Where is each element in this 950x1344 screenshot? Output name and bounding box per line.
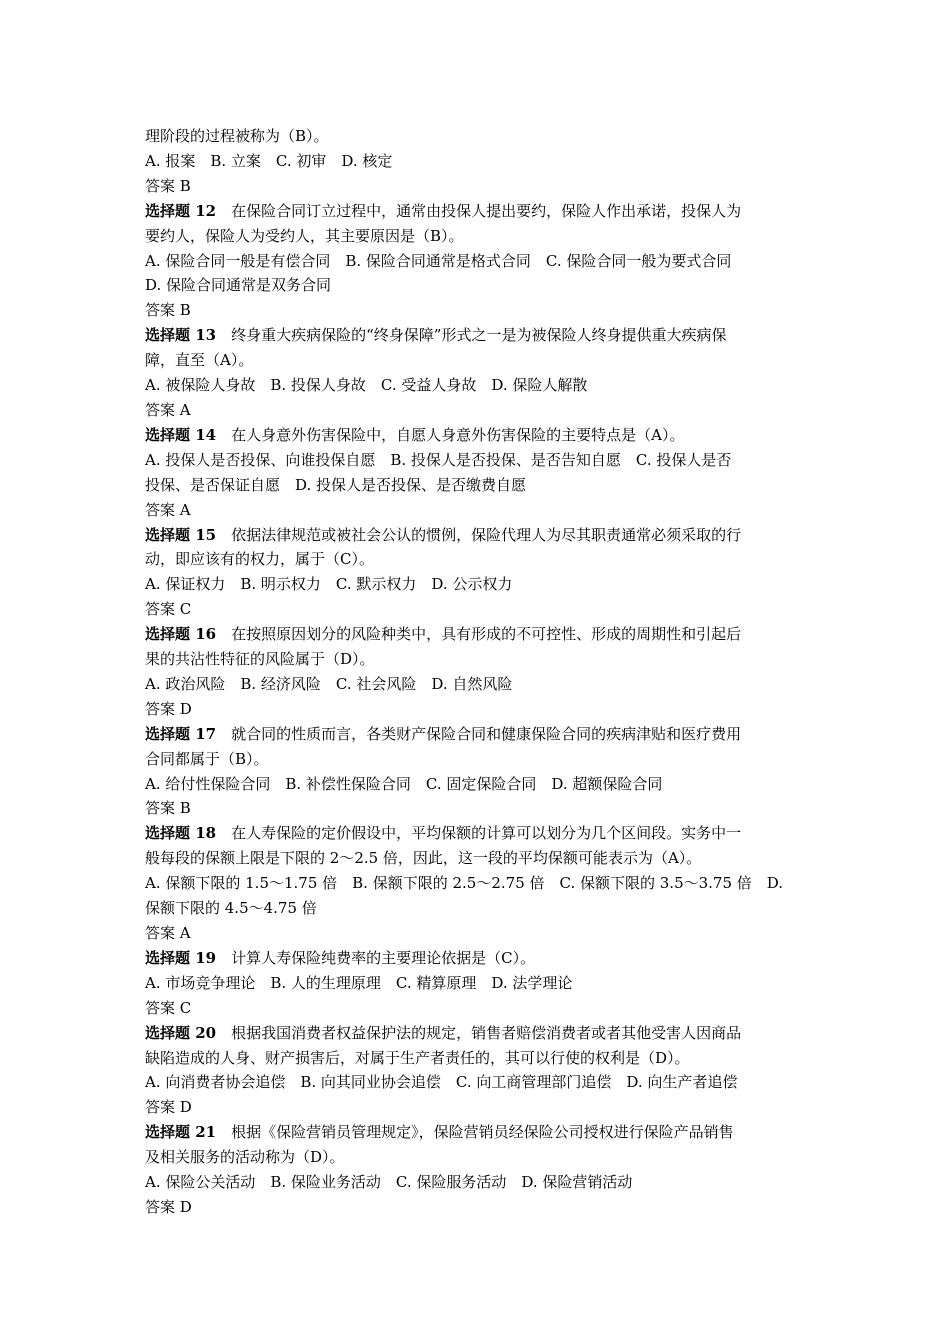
text-line: 答案 B: [145, 301, 191, 320]
text-line: 障，直至（A）。: [145, 351, 254, 370]
text-line: 答案 D: [145, 1197, 192, 1216]
text-line: A. 被保险人身故 B. 投保人身故 C. 受益人身故 D. 保险人解散: [145, 376, 588, 395]
text-line: 答案 A: [145, 500, 191, 519]
question-number: 选择题 21: [145, 1123, 217, 1142]
question-number: 选择题 17: [145, 724, 217, 743]
text-line: 答案 B: [145, 176, 191, 195]
question-text: 依据法律规范或被社会公认的惯例，保险代理人为尽其职责通常必须采取的行: [216, 525, 742, 544]
text-line: 合同都属于（B）。: [145, 749, 269, 768]
document-page: [145, 124, 809, 1220]
question-line: [145, 523, 809, 548]
question-text: 在人寿保险的定价假设中，平均保额的计算可以划分为几个区间段。实务中一: [216, 824, 742, 843]
text-line: A. 保险合同一般是有偿合同 B. 保险合同通常是格式合同 C. 保险合同一般为要式合同: [145, 251, 732, 270]
text-line: A. 向消费者协会追偿 B. 向其同业协会追偿 C. 向工商管理部门追偿 D. 向生产者追偿: [145, 1073, 738, 1092]
question-number: 选择题 15: [145, 525, 217, 544]
text-line: 答案 A: [145, 924, 191, 942]
question-number: 选择题 19: [145, 948, 217, 967]
text-line: A. 报案 B. 立案 C. 初审 D. 核定: [145, 151, 393, 170]
question-text: 根据我国消费者权益保护法的规定，销售者赔偿消费者或者其他受害人因商品: [216, 1023, 742, 1042]
text-line: 投保、是否保证自愿 D. 投保人是否投保、是否缴费自愿: [145, 475, 527, 494]
text-line: 般每段的保额上限是下限的 2～2.5 倍，因此，这一段的平均保额可能表示为（A）。: [145, 849, 702, 868]
text-line: 答案 C: [145, 600, 192, 619]
question-number: 选择题 13: [145, 326, 217, 345]
question-number: 选择题 18: [145, 824, 217, 843]
question-line: [145, 1021, 809, 1046]
question-text: 在保险合同订立过程中，通常由投保人提出要约，保险人作出承诺，投保人为: [216, 201, 742, 220]
question-line: [145, 946, 809, 971]
question-text: 就合同的性质而言，各类财产保险合同和健康保险合同的疾病津贴和医疗费用: [216, 724, 742, 743]
text-line: A. 投保人是否投保、向谁投保自愿 B. 投保人是否投保、是否告知自愿 C. 投保人是否: [145, 450, 732, 469]
text-line: A. 保证权力 B. 明示权力 C. 默示权力 D. 公示权力: [145, 575, 513, 594]
question-text: 在人身意外伤害保险中，自愿人身意外伤害保险的主要特点是（A）。: [216, 425, 685, 444]
question-line: [145, 323, 809, 348]
question-number: 选择题 16: [145, 625, 217, 644]
question-number: 选择题 20: [145, 1023, 217, 1042]
question-line: [145, 199, 809, 224]
text-line: 动，即应该有的权力，属于（C）。: [145, 550, 374, 569]
question-number: 选择题 14: [145, 425, 217, 444]
question-number: 选择题 12: [145, 201, 217, 220]
text-line: A. 给付性保险合同 B. 补偿性保险合同 C. 固定保险合同 D. 超额保险合同: [145, 774, 663, 793]
text-line: 理阶段的过程被称为（B）。: [145, 127, 329, 145]
question-line: [145, 1120, 809, 1145]
text-line: A. 政治风险 B. 经济风险 C. 社会风险 D. 自然风险: [145, 674, 513, 693]
text-line: 答案 C: [145, 998, 192, 1017]
question-text: 根据《保险营销员管理规定》，保险营销员经保险公司授权进行保险产品销售: [216, 1123, 734, 1142]
question-text: 计算人寿保险纯费率的主要理论依据是（C）。: [216, 948, 536, 967]
text-line: A. 保险公关活动 B. 保险业务活动 C. 保险服务活动 D. 保险营销活动: [145, 1173, 633, 1192]
question-line: [145, 423, 809, 448]
text-line: 答案 D: [145, 1098, 192, 1117]
question-text: 在按照原因划分的风险种类中，具有形成的不可控性、形成的周期性和引起后: [216, 625, 742, 644]
text-line: 答案 B: [145, 799, 191, 818]
question-line: [145, 622, 809, 647]
text-line: 要约人，保险人为受约人，其主要原因是（B）。: [145, 226, 464, 245]
text-line: 果的共沾性特征的风险属于（D）。: [145, 650, 375, 669]
text-line: 答案 D: [145, 699, 192, 718]
question-text: 终身重大疾病保险的“终身保障”形式之一是为被保险人终身提供重大疾病保: [216, 326, 727, 345]
text-line: D. 保险合同通常是双务合同: [145, 276, 332, 295]
text-line: A. 保额下限的 1.5～1.75 倍 B. 保额下限的 2.5～2.75 倍 C. 保额下限的 3.5～3.75 倍 D.: [145, 874, 784, 893]
text-line: 答案 A: [145, 400, 191, 419]
text-line: 保额下限的 4.5～4.75 倍: [145, 899, 317, 918]
text-line: 及相关服务的活动称为（D）。: [145, 1148, 345, 1167]
text-line: 缺陷造成的人身、财产损害后，对属于生产者责任的，其可以行使的权利是（D）。: [145, 1048, 690, 1067]
question-line: [145, 821, 809, 846]
question-line: [145, 722, 809, 747]
text-line: A. 市场竞争理论 B. 人的生理原理 C. 精算原理 D. 法学理论: [145, 973, 573, 992]
